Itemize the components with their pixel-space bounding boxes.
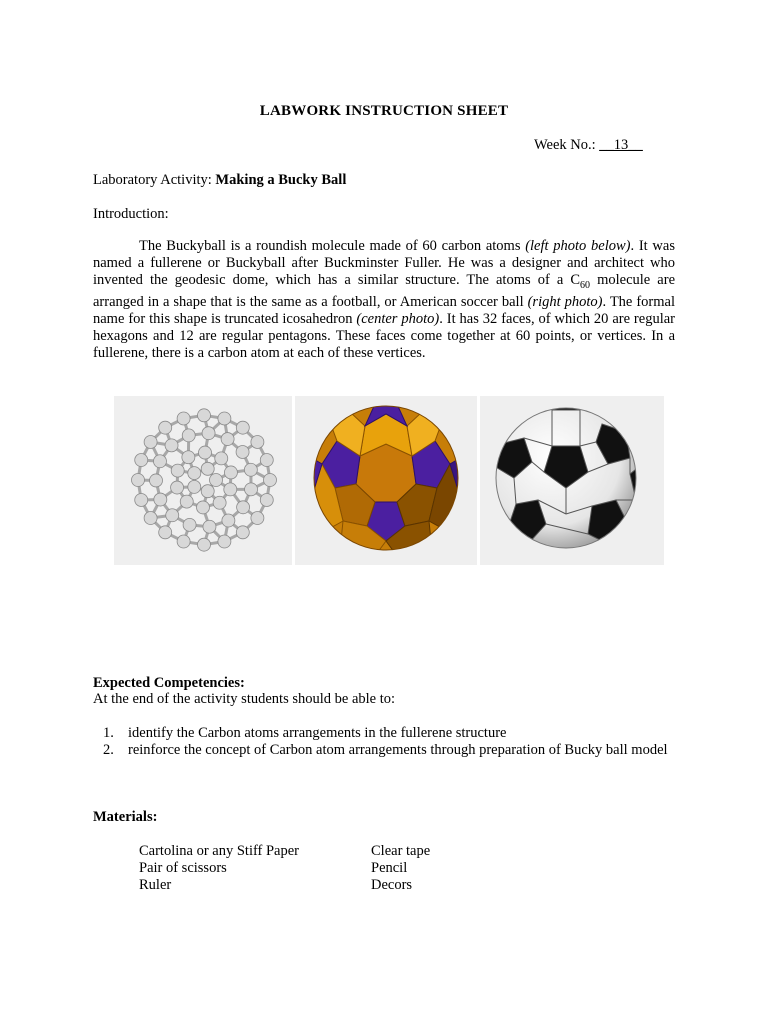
carbon-atom	[165, 439, 178, 452]
carbon-atom	[202, 427, 215, 440]
carbon-atom	[199, 446, 212, 459]
carbon-atom	[135, 493, 148, 506]
carbon-atom	[237, 501, 250, 514]
material-item: Ruler	[139, 877, 172, 893]
intro-text-5: . It has 32 faces, of which 20 are regular hexagons and 12 are regular pentagons. These faces come together at 60 points, or vertices. In a fullerene, there is a carbon atom at each of these vertices.	[93, 311, 675, 362]
material-item: Clear tape	[371, 843, 431, 859]
carbon-atom	[182, 429, 195, 442]
carbon-atom	[171, 464, 184, 477]
activity-label: Laboratory Activity:	[93, 172, 212, 188]
carbon-atom	[135, 454, 148, 467]
carbon-atom	[236, 421, 249, 434]
carbon-atom	[201, 485, 214, 498]
carbon-atom	[198, 409, 211, 422]
carbon-atom	[196, 501, 209, 514]
carbon-atom	[183, 518, 196, 531]
carbon-atom	[251, 435, 264, 448]
activity-line	[93, 172, 346, 189]
carbon-atom	[236, 526, 249, 539]
intro-subscript: 60	[580, 280, 591, 292]
carbon-atom	[215, 452, 228, 465]
material-item: Pencil	[371, 860, 408, 876]
materials-row	[139, 877, 559, 894]
carbon-atom	[213, 496, 226, 509]
carbon-atom	[198, 538, 211, 551]
intro-text-1: The Buckyball is a roundish molecule made of 60 carbon atoms	[139, 238, 526, 254]
carbon-atom	[260, 493, 273, 506]
molecule-drawing	[114, 396, 292, 565]
competencies-list	[93, 725, 675, 759]
carbon-atom	[153, 455, 166, 468]
intro-em-center-photo: (center photo)	[356, 311, 440, 328]
carbon-atom	[171, 481, 184, 494]
intro-em-left-photo: (left photo below)	[525, 238, 631, 254]
buckyball-molecule-image	[114, 396, 292, 565]
material-item: Decors	[371, 877, 413, 893]
carbon-atom	[188, 467, 201, 480]
carbon-atom	[251, 512, 264, 525]
intro-text-2: . It was named a fullerene or Buckyball after Buckminster Fuller. He was a designer and architect who invented the geodesic dome, which has a similar structure. The atoms of a C	[93, 238, 675, 289]
list-item-number: 2.	[103, 742, 114, 758]
carbon-atom	[245, 483, 258, 496]
carbon-atom	[154, 493, 167, 506]
soccer-ball-drawing	[480, 396, 664, 565]
soccer-ball-image	[480, 396, 664, 565]
carbon-atom	[144, 512, 157, 525]
intro-text-4: . The formal name for this shape is truncated icosahedron	[93, 294, 675, 328]
carbon-atom	[144, 435, 157, 448]
carbon-atom	[222, 514, 235, 527]
activity-name: Making a Bucky Ball	[215, 172, 347, 188]
carbon-atom	[201, 462, 214, 475]
materials-row	[139, 843, 559, 860]
carbon-atom	[218, 412, 231, 425]
carbon-atom	[244, 463, 257, 476]
week-number	[534, 137, 643, 154]
materials-heading: Materials:	[93, 809, 158, 825]
photo-strip	[114, 396, 664, 565]
carbon-atom	[150, 474, 163, 487]
carbon-atom	[188, 480, 201, 493]
intro-text-3: molecule are arranged in a shape that is the same as a football, or American soccer ball	[93, 272, 676, 311]
page-title: LABWORK INSTRUCTION SHEET	[259, 103, 509, 119]
carbon-atom	[264, 474, 277, 487]
carbon-atom	[221, 433, 234, 446]
carbon-atom	[159, 421, 172, 434]
list-item-text: identify the Carbon atoms arrangements in the fullerene structure	[128, 725, 507, 741]
carbon-atom	[180, 495, 193, 508]
list-item-number: 1.	[103, 725, 114, 741]
truncated-icosahedron-image	[295, 396, 477, 565]
carbon-atom	[224, 466, 237, 479]
carbon-atom	[260, 454, 273, 467]
introduction-heading: Introduction:	[93, 206, 169, 222]
list-item-text: reinforce the concept of Carbon atom arrangements through preparation of Bucky ball model	[128, 742, 668, 758]
competencies-intro: At the end of the activity students should be able to:	[93, 691, 396, 707]
materials-row	[139, 860, 559, 877]
carbon-atom	[218, 535, 231, 548]
introduction-paragraph	[93, 238, 675, 363]
competencies-heading: Expected Competencies:	[93, 675, 245, 691]
material-item: Pair of scissors	[139, 860, 227, 876]
week-value: __13__	[599, 137, 643, 153]
list-item	[93, 742, 675, 759]
carbon-atom	[210, 474, 223, 487]
material-item: Cartolina or any Stiff Paper	[139, 843, 300, 859]
carbon-atom	[166, 509, 179, 522]
intro-em-right-photo: (right photo)	[527, 294, 603, 311]
carbon-atom	[177, 412, 190, 425]
icosahedron-drawing	[295, 396, 477, 565]
carbon-atom	[224, 483, 237, 496]
carbon-atom	[177, 535, 190, 548]
carbon-atom	[159, 526, 172, 539]
carbon-atom	[236, 445, 249, 458]
week-label: Week No.:	[534, 137, 596, 153]
materials-table	[139, 843, 559, 894]
carbon-atom	[203, 520, 216, 533]
carbon-atom	[182, 451, 195, 464]
list-item	[93, 725, 675, 742]
carbon-atom	[132, 474, 145, 487]
